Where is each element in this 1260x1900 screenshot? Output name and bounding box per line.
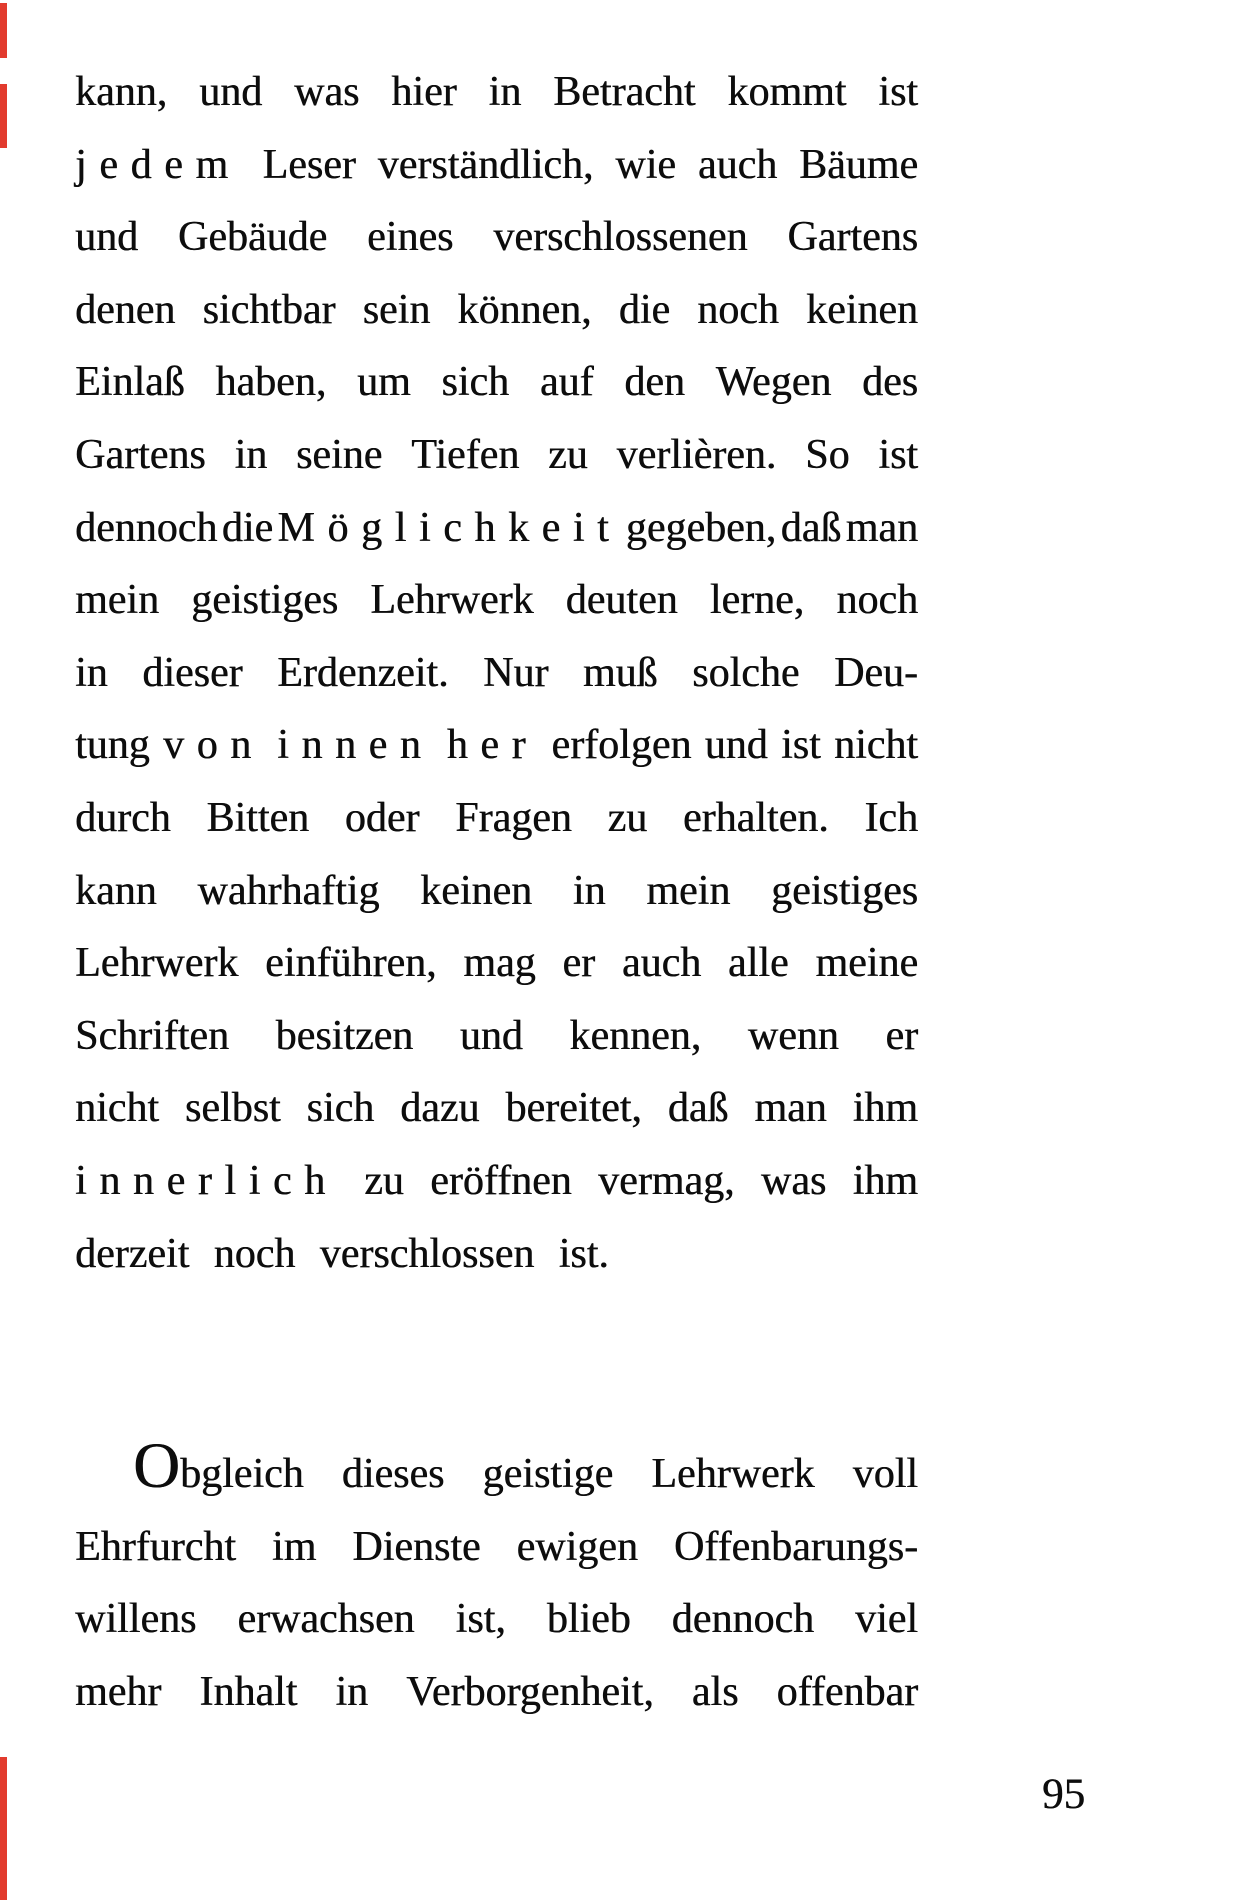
word: Fragen	[455, 794, 572, 841]
word: Ich	[864, 794, 918, 841]
text-line	[75, 782, 918, 855]
word: sich	[306, 1085, 375, 1132]
text-line	[75, 1145, 918, 1218]
word: einführen,	[265, 940, 437, 987]
word: wahrhaftig	[197, 867, 380, 914]
word: Obgleich	[133, 1430, 304, 1503]
word: Tiefen	[411, 431, 520, 478]
word: Dienste	[352, 1523, 481, 1570]
word: von	[162, 722, 264, 769]
word: verschlossen	[319, 1230, 535, 1277]
word: verlièren.	[616, 431, 777, 478]
word: noch	[836, 577, 918, 624]
paragraph	[75, 1430, 918, 1728]
word: viel	[854, 1596, 918, 1643]
word: So	[805, 431, 850, 478]
text-line	[75, 129, 918, 202]
word: dennoch	[671, 1596, 814, 1643]
word: Gartens	[787, 214, 918, 261]
word: ihm	[852, 1085, 918, 1132]
text-line	[75, 637, 918, 710]
word: nicht	[75, 1085, 159, 1132]
text-line	[75, 855, 918, 928]
word: was	[760, 1157, 827, 1204]
word: erwachsen	[237, 1596, 415, 1643]
word: auf	[539, 359, 594, 406]
word: wenn	[747, 1012, 839, 1059]
word: besitzen	[275, 1012, 414, 1059]
word: wie	[615, 141, 676, 188]
word: Möglichkeit	[277, 504, 622, 551]
word: und	[704, 722, 768, 769]
word: zu	[364, 1157, 404, 1204]
word: keinen	[420, 867, 533, 914]
word: in	[488, 69, 522, 115]
word: Lehrwerk	[370, 577, 534, 624]
word: geistiges	[191, 577, 339, 624]
word: er	[885, 1012, 918, 1059]
word: man	[845, 504, 918, 551]
text-line	[75, 1000, 918, 1073]
text-line	[75, 564, 918, 637]
word: tung	[75, 722, 150, 769]
word: ist	[780, 722, 821, 769]
word: auch	[697, 141, 778, 188]
word: noch	[213, 1230, 296, 1277]
word: verschlossenen	[493, 214, 748, 261]
word: Lehrwerk	[651, 1451, 815, 1498]
text-line	[75, 346, 918, 419]
word: willens	[75, 1596, 197, 1643]
word: mag	[463, 940, 536, 987]
word: erfolgen	[551, 722, 692, 769]
word: derzeit	[75, 1230, 190, 1277]
word: Inhalt	[199, 1668, 298, 1715]
word: ewigen	[516, 1523, 638, 1570]
text-line	[75, 1218, 918, 1291]
word: und	[199, 69, 263, 115]
word: seine	[295, 431, 383, 478]
word: vermag,	[598, 1157, 735, 1204]
word: in	[75, 649, 108, 696]
word: gegeben,	[625, 504, 777, 551]
word: ist,	[455, 1596, 506, 1643]
word: in	[335, 1668, 369, 1715]
word: denen	[75, 286, 176, 333]
word: lerne,	[709, 577, 805, 624]
word: sichtbar	[202, 286, 336, 333]
word: Deu-	[833, 649, 918, 696]
word: dazu	[400, 1085, 480, 1132]
word: daß	[667, 1085, 729, 1132]
red-edge-mark	[0, 84, 7, 148]
word: ist.	[558, 1230, 609, 1277]
page-number: 95	[1042, 1771, 1085, 1818]
word: Bitten	[206, 794, 310, 841]
word: und	[75, 214, 138, 261]
text-line	[75, 709, 918, 782]
word: ist	[878, 431, 918, 478]
word: geistiges	[770, 867, 918, 914]
text-line	[75, 201, 918, 274]
word: blieb	[546, 1596, 631, 1643]
word: alle	[727, 940, 789, 987]
word: meine	[815, 940, 918, 987]
word: muß	[582, 649, 658, 696]
word: Offenbarungs-	[673, 1523, 918, 1570]
word: und	[459, 1012, 523, 1059]
word: Erdenzeit.	[277, 649, 449, 696]
word: ist	[878, 69, 918, 115]
word: Bäume	[799, 141, 918, 188]
word: in	[234, 431, 268, 478]
text-line	[75, 1072, 918, 1145]
word: dennoch	[75, 504, 218, 551]
word: keinen	[805, 286, 918, 333]
word: Wegen	[715, 359, 832, 406]
word: Nur	[483, 649, 549, 696]
word: kommt	[727, 69, 847, 115]
word: Ehrfurcht	[75, 1523, 236, 1570]
word: jedem	[75, 141, 241, 188]
word: er	[562, 940, 596, 987]
word: verständlich,	[377, 141, 594, 188]
word: auch	[621, 940, 702, 987]
word: geistige	[482, 1451, 614, 1498]
word: mehr	[75, 1668, 162, 1715]
word: eröffnen	[430, 1157, 572, 1204]
text-line	[75, 274, 918, 347]
word: daß	[780, 504, 842, 551]
word: des	[861, 359, 918, 406]
word: innerlich	[75, 1157, 338, 1204]
word: Lehrwerk	[75, 940, 239, 987]
word: Schriften	[75, 1012, 229, 1059]
word: deuten	[565, 577, 678, 624]
word: die	[618, 286, 670, 333]
word: Gebäude	[177, 214, 328, 261]
word: noch	[697, 286, 779, 333]
paragraph	[75, 56, 918, 1290]
word: hier	[391, 69, 457, 115]
word: im	[271, 1523, 317, 1570]
word: kann,	[75, 69, 168, 115]
page-text	[75, 56, 918, 1728]
word: mein	[75, 577, 159, 624]
word: sich	[441, 359, 510, 406]
red-edge-mark	[0, 1757, 7, 1900]
word: eines	[367, 214, 454, 261]
word: mein	[646, 867, 731, 914]
word: dieses	[341, 1451, 445, 1498]
word: nicht	[833, 722, 918, 769]
text-line	[75, 1583, 918, 1656]
text-line	[75, 419, 918, 492]
word: zu	[548, 431, 588, 478]
word: man	[754, 1085, 827, 1132]
text-line	[75, 56, 918, 129]
word: kann	[75, 867, 157, 914]
word: selbst	[184, 1085, 281, 1132]
word: oder	[344, 794, 420, 841]
word: in	[572, 867, 606, 914]
red-edge-mark	[0, 3, 7, 58]
word: bereitet,	[505, 1085, 642, 1132]
word: voll	[852, 1451, 918, 1498]
word: zu	[607, 794, 648, 841]
text-line	[75, 492, 918, 565]
word: Gartens	[75, 431, 206, 478]
word: ihm	[852, 1157, 918, 1204]
word: Leser	[262, 141, 356, 188]
word: kennen,	[569, 1012, 702, 1059]
word: durch	[75, 794, 171, 841]
word: offenbar	[776, 1668, 918, 1715]
word: haben,	[215, 359, 327, 406]
word: Verborgenheit,	[406, 1668, 654, 1715]
word: sein	[362, 286, 431, 333]
word: als	[691, 1668, 739, 1715]
word: Einlaß	[75, 359, 185, 406]
word: die	[221, 504, 274, 551]
word: innen	[277, 722, 434, 769]
initial-capital: O	[133, 1430, 181, 1503]
text-line	[75, 1656, 918, 1729]
word: können,	[457, 286, 592, 333]
text-line	[75, 1430, 918, 1511]
text-line	[75, 1511, 918, 1584]
word: solche	[692, 649, 800, 696]
word: den	[624, 359, 685, 406]
word: um	[356, 359, 411, 406]
word: Betracht	[553, 69, 696, 115]
word: her	[446, 722, 539, 769]
word: dieser	[142, 649, 243, 696]
word: erhalten.	[682, 794, 829, 841]
word: was	[294, 69, 360, 115]
text-line	[75, 927, 918, 1000]
